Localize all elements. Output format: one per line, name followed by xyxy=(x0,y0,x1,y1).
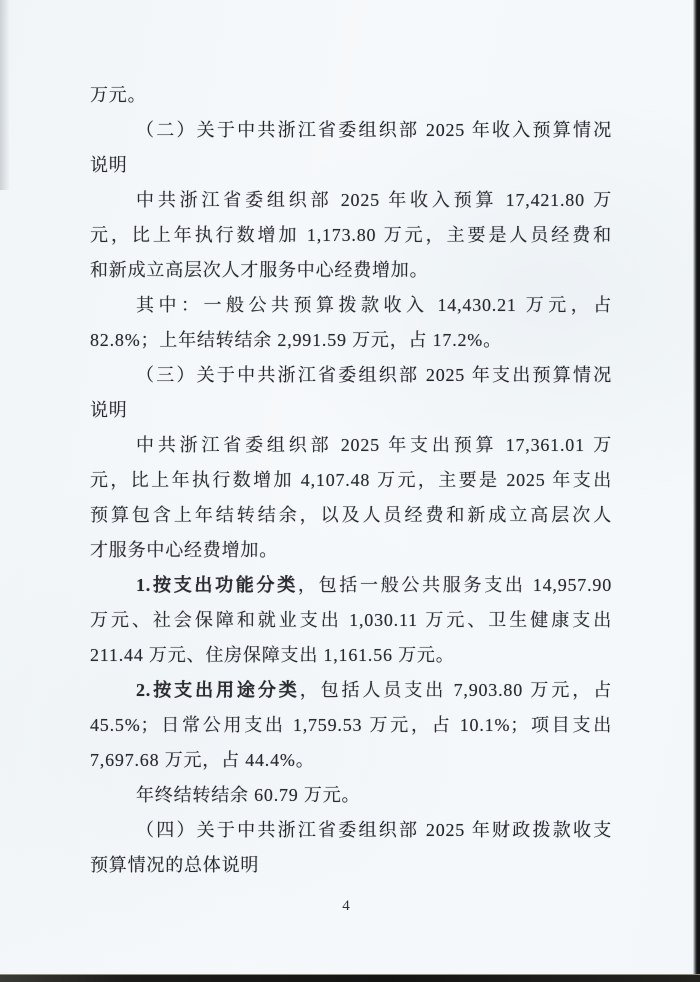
text-line: 211.44 万元、住房保障支出 1,161.56 万元。 xyxy=(90,645,455,665)
section-heading-line: （二）关于中共浙江省委组织部 2025 年收入预算情况 xyxy=(136,120,612,140)
text-line: 年终结转结余 60.79 万元。 xyxy=(136,785,361,805)
section-heading-line: 预算情况的总体说明 xyxy=(90,855,260,875)
text-line: 1.按支出功能分类，包括一般公共服务支出 14,957.90 xyxy=(136,575,612,595)
text-line: 中共浙江省委组织部 2025 年收入预算 17,421.80 万 xyxy=(136,190,612,210)
text-line: 元，比上年执行数增加 4,107.48 万元，主要是 2025 年支出 xyxy=(90,470,612,490)
section-heading-line: （三）关于中共浙江省委组织部 2025 年支出预算情况 xyxy=(136,365,612,385)
text-line: 2.按支出用途分类，包括人员支出 7,903.80 万元，占 xyxy=(136,680,612,700)
scan-corner-shadow xyxy=(0,0,10,190)
text-line: 万元。 xyxy=(90,85,147,105)
text-line: 万元、社会保障和就业支出 1,030.11 万元、卫生健康支出 xyxy=(90,610,612,630)
text-line: 其中：一般公共预算拨款收入 14,430.21 万元，占 xyxy=(136,295,612,315)
section-heading-line: （四）关于中共浙江省委组织部 2025 年财政拨款收支 xyxy=(136,820,612,840)
text-line: 才服务中心经费增加。 xyxy=(90,540,278,560)
text-line: 7,697.68 万元，占 44.4%。 xyxy=(90,750,315,770)
scan-bottom-edge xyxy=(0,974,700,982)
text-line: 和新成立高层次人才服务中心经费增加。 xyxy=(90,260,429,280)
section-heading-line: 说明 xyxy=(90,400,128,420)
document-text xyxy=(90,78,612,883)
scan-right-edge xyxy=(693,0,700,982)
page-number: 4 xyxy=(342,898,350,914)
section-heading-line: 说明 xyxy=(90,155,128,175)
text-line: 元，比上年执行数增加 1,173.80 万元，主要是人员经费和 xyxy=(90,225,612,245)
text-line: 预算包含上年结转结余，以及人员经费和新成立高层次人 xyxy=(90,505,612,525)
text-line: 45.5%；日常公用支出 1,759.53 万元，占 10.1%；项目支出 xyxy=(90,715,612,735)
text-line: 82.8%；上年结转结余 2,991.59 万元，占 17.2%。 xyxy=(90,330,502,350)
text-line: 中共浙江省委组织部 2025 年支出预算 17,361.01 万 xyxy=(136,435,612,455)
